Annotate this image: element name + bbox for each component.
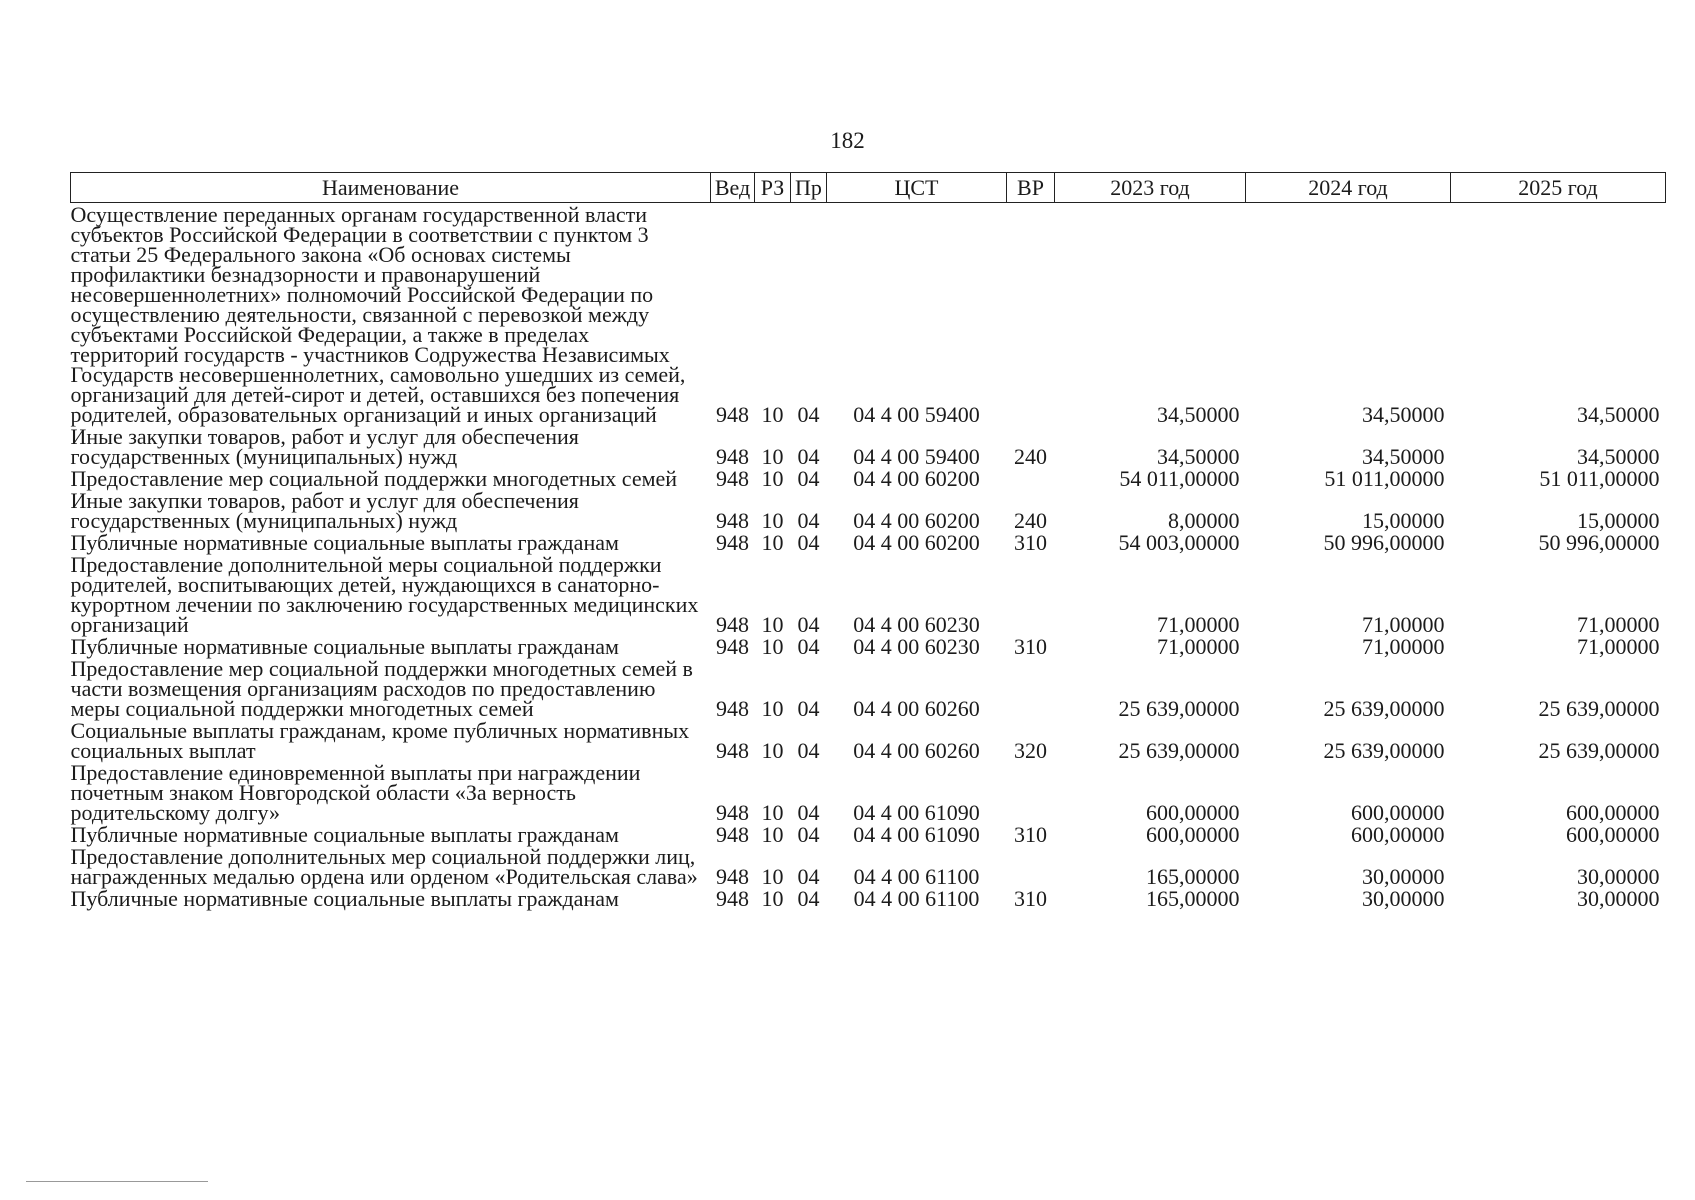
row-cst: 04 4 00 61090 [853, 822, 980, 847]
row-pr: 04 [797, 612, 820, 637]
row-cst: 04 4 00 60260 [853, 738, 980, 763]
row-vr: 240 [1014, 444, 1047, 469]
row-rz: 10 [761, 864, 784, 889]
row-pr: 04 [797, 444, 820, 469]
row-cst: 04 4 00 60200 [853, 466, 980, 491]
row-cst: 04 4 00 60200 [853, 530, 980, 555]
row-cst: 04 4 00 59400 [853, 444, 980, 469]
row-name: Предоставление дополнительной меры социальной поддержки родителей, воспитывающих детей, нуждающихся в санаторно-курортном лечении по заключению государственных медицинских организаций [70, 552, 699, 637]
table-header-row [71, 173, 1666, 203]
row-cst: 04 4 00 61100 [853, 886, 980, 911]
row-name: Предоставление мер социальной поддержки многодетных семей [70, 466, 678, 491]
row-2025: 34,50000 [1577, 402, 1660, 427]
row-ved: 948 [716, 530, 749, 555]
row-rz: 10 [761, 402, 784, 427]
row-2025: 34,50000 [1577, 444, 1660, 469]
header-vr: ВР [1007, 173, 1055, 203]
row-2024: 25 639,00000 [1323, 696, 1445, 721]
row-2024: 15,00000 [1362, 508, 1445, 533]
row-rz: 10 [761, 696, 784, 721]
row-ved: 948 [716, 612, 749, 637]
header-2023: 2023 год [1055, 173, 1246, 203]
table-row [71, 763, 1666, 825]
header-cst: ЦСТ [827, 173, 1007, 203]
row-2024: 600,00000 [1351, 822, 1445, 847]
row-2025: 25 639,00000 [1538, 738, 1660, 763]
row-ved: 948 [716, 508, 749, 533]
row-cst: 04 4 00 60230 [853, 612, 980, 637]
row-2023: 25 639,00000 [1118, 738, 1240, 763]
row-ved: 948 [716, 634, 749, 659]
row-2024: 34,50000 [1362, 444, 1445, 469]
row-2023: 600,00000 [1146, 800, 1240, 825]
row-name: Предоставление мер социальной поддержки многодетных семей в части возмещения организациям расходов по предоставлению меры социальной поддержки многодетных семей [70, 656, 693, 721]
row-pr: 04 [797, 402, 820, 427]
row-2025: 600,00000 [1566, 800, 1660, 825]
row-2024: 600,00000 [1351, 800, 1445, 825]
row-rz: 10 [761, 800, 784, 825]
row-pr: 04 [797, 530, 820, 555]
row-rz: 10 [761, 444, 784, 469]
row-rz: 10 [761, 634, 784, 659]
header-2024: 2024 год [1246, 173, 1451, 203]
page-number: 182 [830, 128, 865, 153]
row-vr [1007, 763, 1055, 825]
row-pr: 04 [797, 864, 820, 889]
row-rz: 10 [761, 822, 784, 847]
header-name: Наименование [71, 173, 711, 203]
row-2023: 71,00000 [1157, 612, 1240, 637]
row-2023: 165,00000 [1146, 864, 1240, 889]
row-2024: 71,00000 [1362, 612, 1445, 637]
row-2024: 30,00000 [1362, 886, 1445, 911]
row-name: Иные закупки товаров, работ и услуг для обеспечения государственных (муниципальных) нужд [70, 424, 579, 469]
row-2023: 34,50000 [1157, 402, 1240, 427]
table-row [71, 427, 1666, 469]
row-vr: 310 [1014, 886, 1047, 911]
row-2023: 165,00000 [1146, 886, 1240, 911]
row-vr: 310 [1014, 530, 1047, 555]
row-name: Публичные нормативные социальные выплаты гражданам [70, 530, 619, 555]
row-name: Социальные выплаты гражданам, кроме публичных нормативных социальных выплат [70, 718, 690, 763]
row-cst: 04 4 00 59400 [853, 402, 980, 427]
table-row [71, 889, 1666, 911]
row-2024: 51 011,00000 [1324, 466, 1445, 491]
row-ved: 948 [716, 738, 749, 763]
row-pr: 04 [797, 634, 820, 659]
table-row [71, 555, 1666, 637]
row-2023: 54 003,00000 [1118, 530, 1240, 555]
row-rz: 10 [761, 530, 784, 555]
row-2025: 50 996,00000 [1538, 530, 1660, 555]
row-vr: 240 [1014, 508, 1047, 533]
row-name: Иные закупки товаров, работ и услуг для обеспечения государственных (муниципальных) нужд [70, 488, 579, 533]
row-cst: 04 4 00 60200 [853, 508, 980, 533]
row-2025: 30,00000 [1577, 864, 1660, 889]
row-vr [1007, 469, 1055, 491]
row-pr: 04 [797, 800, 820, 825]
row-vr: 310 [1014, 822, 1047, 847]
table-row [71, 659, 1666, 721]
row-2025: 15,00000 [1577, 508, 1660, 533]
row-cst: 04 4 00 60260 [853, 696, 980, 721]
row-pr: 04 [797, 822, 820, 847]
header-ved: Вед [711, 173, 755, 203]
row-rz: 10 [761, 466, 784, 491]
row-2023: 71,00000 [1157, 634, 1240, 659]
header-2025: 2025 год [1451, 173, 1666, 203]
header-rz: РЗ [755, 173, 791, 203]
row-2024: 71,00000 [1362, 634, 1445, 659]
header-pr: Пр [791, 173, 827, 203]
row-name: Осуществление переданных органам государственной власти субъектов Российской Федерации в соответствии с пунктом 3 статьи 25 Федерального закона «Об основах системы профилактики безнадзорности и правонарушений несовершеннолетних» полномочий Российской Федерации по осуществлению деятельности, связанной с перевозкой между субъектами Российской Федерации, а также в пределах территорий государств - участников Содружества Независимых Государств несовершеннолетних, самовольно ушедших из семей, организаций для детей-сирот и детей, оставшихся без попечения родителей, образовательных организаций и иных организаций [70, 202, 686, 427]
row-ved: 948 [716, 822, 749, 847]
row-ved: 948 [716, 402, 749, 427]
row-vr: 320 [1014, 738, 1047, 763]
row-name: Публичные нормативные социальные выплаты гражданам [70, 822, 619, 847]
row-name: Предоставление единовременной выплаты при награждении почетным знаком Новгородской области «За верность родительскому долгу» [70, 760, 641, 825]
row-2023: 54 011,00000 [1119, 466, 1240, 491]
row-ved: 948 [716, 466, 749, 491]
row-2023: 25 639,00000 [1118, 696, 1240, 721]
row-2025: 25 639,00000 [1538, 696, 1660, 721]
row-cst: 04 4 00 61100 [853, 864, 980, 889]
row-pr: 04 [797, 508, 820, 533]
row-2025: 71,00000 [1577, 634, 1660, 659]
row-pr: 04 [797, 738, 820, 763]
row-2024: 34,50000 [1362, 402, 1445, 427]
row-2025: 30,00000 [1577, 886, 1660, 911]
row-2025: 600,00000 [1566, 822, 1660, 847]
row-2023: 34,50000 [1157, 444, 1240, 469]
row-2025: 51 011,00000 [1539, 466, 1660, 491]
row-rz: 10 [761, 508, 784, 533]
row-2023: 8,00000 [1168, 508, 1240, 533]
row-2025: 71,00000 [1577, 612, 1660, 637]
row-ved: 948 [716, 886, 749, 911]
row-2023: 600,00000 [1146, 822, 1240, 847]
row-ved: 948 [716, 800, 749, 825]
row-2024: 30,00000 [1362, 864, 1445, 889]
row-pr: 04 [797, 696, 820, 721]
row-2024: 25 639,00000 [1323, 738, 1445, 763]
row-rz: 10 [761, 612, 784, 637]
row-rz: 10 [761, 738, 784, 763]
row-pr: 04 [797, 886, 820, 911]
row-vr [1007, 555, 1055, 637]
row-vr [1007, 203, 1055, 428]
table-row [71, 491, 1666, 533]
table-row [71, 721, 1666, 763]
row-ved: 948 [716, 696, 749, 721]
row-name: Публичные нормативные социальные выплаты гражданам [70, 634, 619, 659]
budget-table [70, 172, 1666, 911]
row-name: Предоставление дополнительных мер социальной поддержки лиц, награжденных медалью ордена или орденом «Родительская слава» [70, 844, 698, 889]
row-cst: 04 4 00 60230 [853, 634, 980, 659]
table-row [71, 847, 1666, 889]
row-vr: 310 [1014, 634, 1047, 659]
row-vr [1007, 659, 1055, 721]
row-vr [1007, 847, 1055, 889]
row-cst: 04 4 00 61090 [853, 800, 980, 825]
row-ved: 948 [716, 864, 749, 889]
row-pr: 04 [797, 466, 820, 491]
row-name: Публичные нормативные социальные выплаты гражданам [70, 886, 619, 911]
row-2024: 50 996,00000 [1323, 530, 1445, 555]
row-rz: 10 [761, 886, 784, 911]
table-row [71, 203, 1666, 428]
row-ved: 948 [716, 444, 749, 469]
bottom-rule [26, 1181, 208, 1182]
